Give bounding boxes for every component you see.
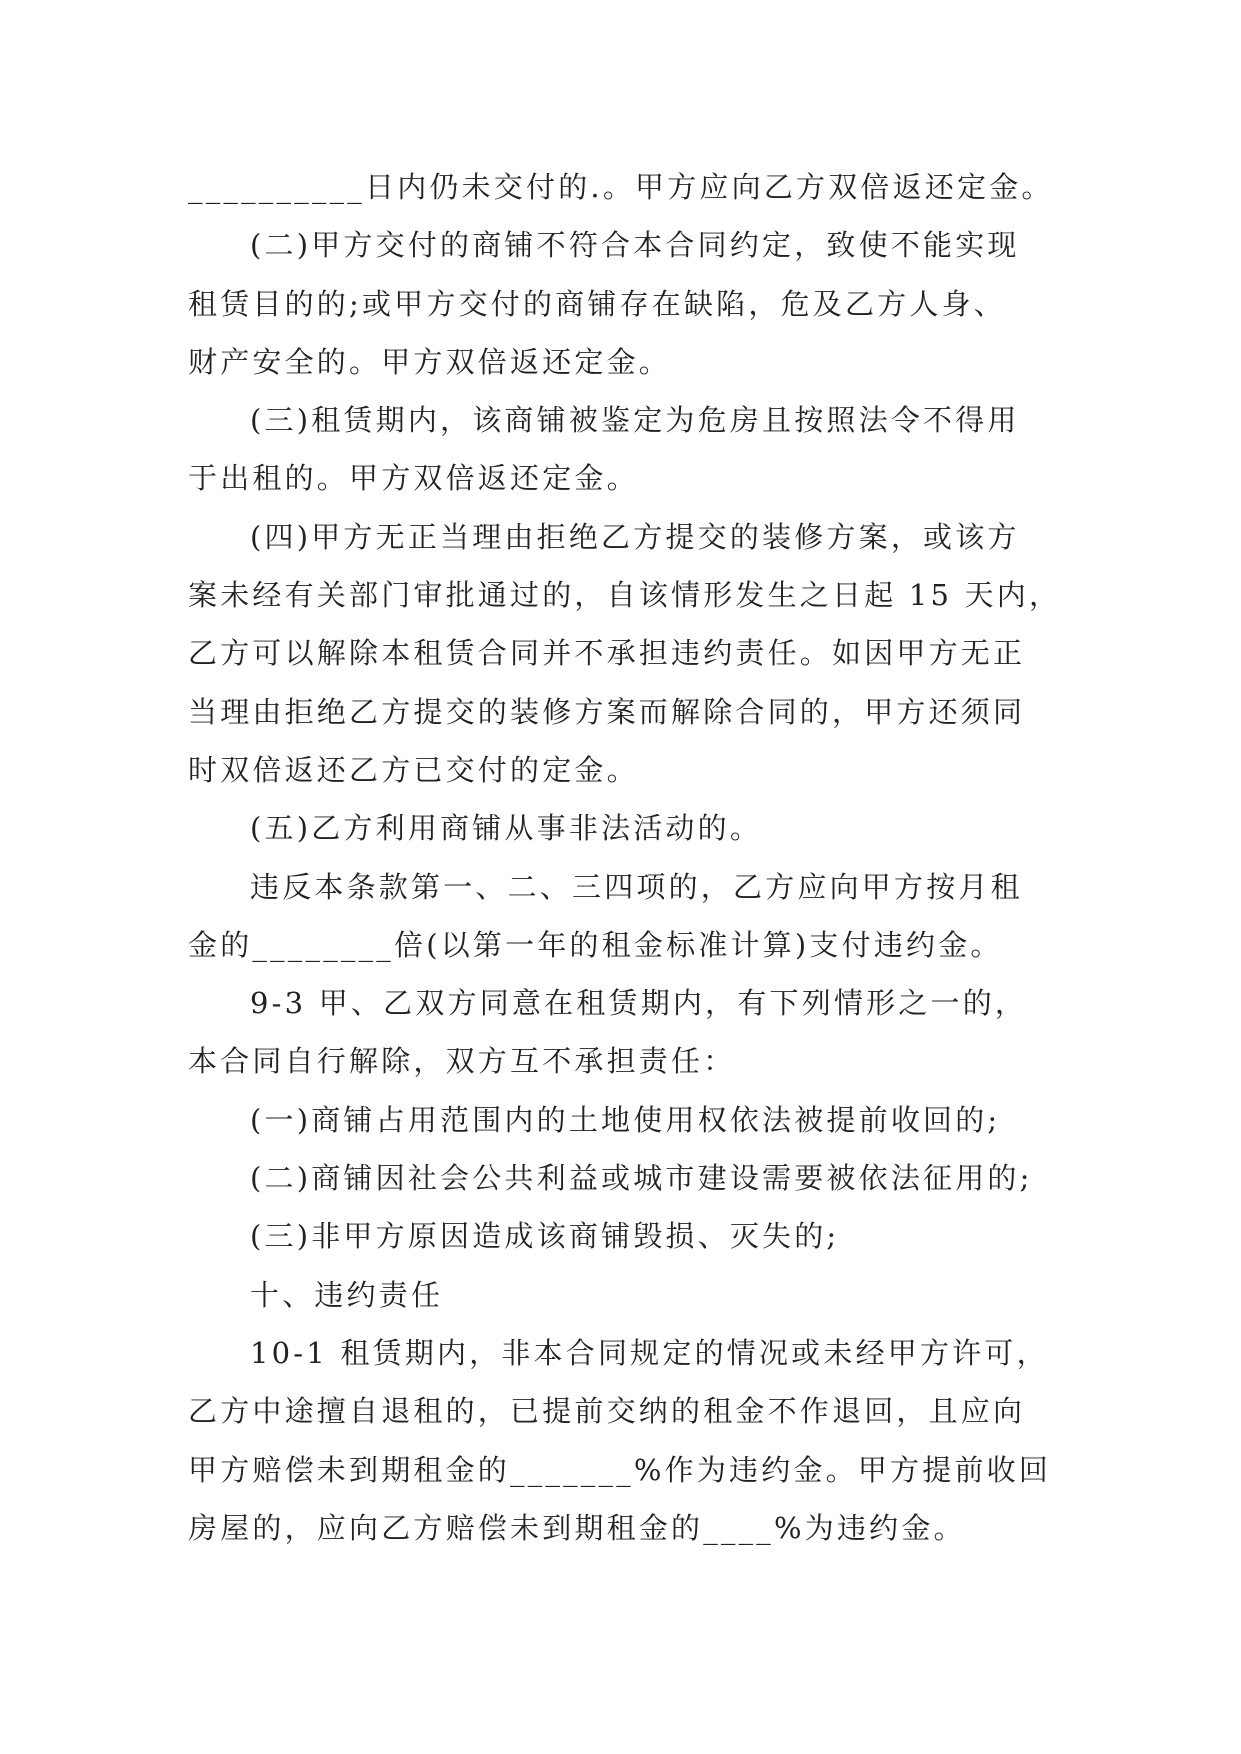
- text-line: 本合同自行解除，双方互不承担责任：: [188, 1044, 736, 1079]
- text-line: 乙方中途擅自退租的，已提前交纳的租金不作退回，且应向: [188, 1394, 1026, 1429]
- text-line: (三)租赁期内，该商铺被鉴定为危房且按照法令不得用: [250, 403, 1020, 438]
- text-line: 当理由拒绝乙方提交的装修方案而解除合同的，甲方还须同: [188, 694, 1026, 729]
- document-body: [188, 158, 1068, 1557]
- text-line: (一)商铺占用范围内的土地使用权依法被提前收回的;: [250, 1102, 1001, 1137]
- text-line: 租赁目的的;或甲方交付的商铺存在缺陷，危及乙方人身、: [188, 286, 1006, 321]
- text-line: 财产安全的。甲方双倍返还定金。: [188, 344, 672, 379]
- text-line: 时双倍返还乙方已交付的定金。: [188, 752, 639, 787]
- text-line: (二)商铺因社会公共利益或城市建设需要被依法征用的;: [250, 1161, 1033, 1196]
- text-line: (五)乙方利用商铺从事非法活动的。: [250, 811, 763, 846]
- text-line: (三)非甲方原因造成该商铺毁损、灭失的;: [250, 1219, 840, 1254]
- text-line: 金的________倍(以第一年的租金标准计算)支付违约金。: [188, 927, 1003, 962]
- text-line: 乙方可以解除本租赁合同并不承担违约责任。如因甲方无正: [188, 636, 1026, 671]
- text-line: 9-3 甲、乙双方同意在租赁期内，有下列情形之一的，: [250, 986, 1028, 1021]
- text-line: (四)甲方无正当理由拒绝乙方提交的装修方案，或该方: [250, 519, 1020, 554]
- text-line: 房屋的，应向乙方赔偿未到期租金的____%为违约金。: [188, 1510, 966, 1545]
- text-line: 10-1 租赁期内，非本合同规定的情况或未经甲方许可，: [250, 1335, 1049, 1370]
- text-line: (二)甲方交付的商铺不符合本合同约定，致使不能实现: [250, 228, 1020, 263]
- text-line: 违反本条款第一、二、三四项的，乙方应向甲方按月租: [250, 869, 1023, 904]
- text-line: 甲方赔偿未到期租金的_______%作为违约金。甲方提前收回: [188, 1452, 1052, 1487]
- text-line: __________日内仍未交付的.。甲方应向乙方双倍返还定金。: [188, 170, 1054, 204]
- text-line: 案未经有关部门审批通过的，自该情形发生之日起 15 天内，: [188, 578, 1062, 613]
- text-line: 于出租的。甲方双倍返还定金。: [188, 461, 639, 496]
- section-heading: 十、违约责任: [250, 1277, 444, 1312]
